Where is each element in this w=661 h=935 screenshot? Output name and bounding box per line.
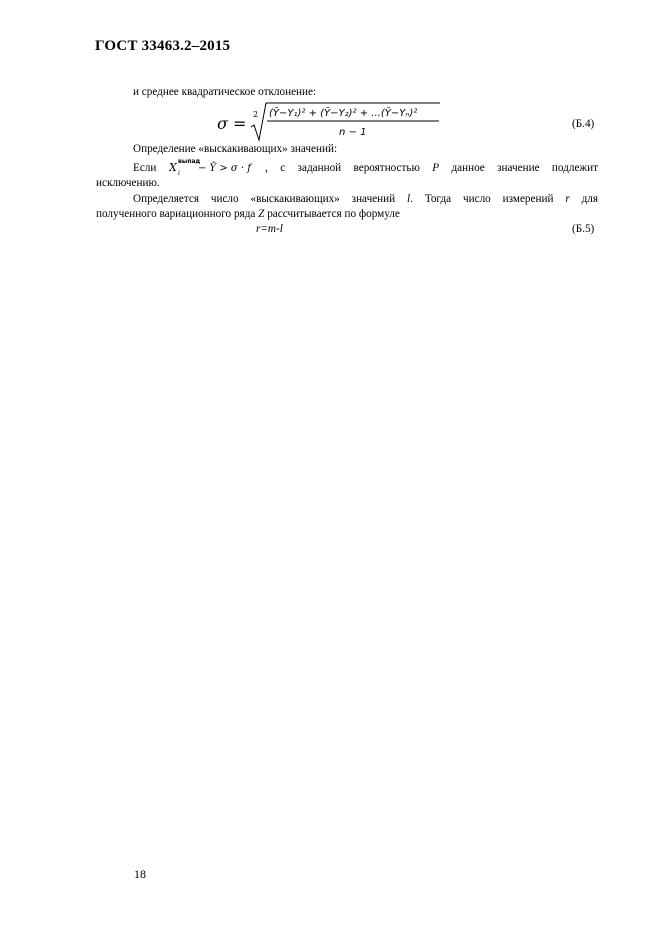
math-superscript: выпад <box>177 158 200 165</box>
eq-number-b5: (Б.5) <box>572 223 595 235</box>
formula-b4-svg <box>215 100 455 144</box>
formula-b4 <box>215 100 455 144</box>
condition-line-2: исключению. <box>96 177 160 189</box>
formula-b5 <box>256 223 283 236</box>
formula-lhs: σ = <box>217 114 247 133</box>
formula-numerator: (Ȳ−Y₁)² + (Ȳ−Y₂)² + ...(Ȳ−Yₙ)² <box>269 108 418 119</box>
condition-math <box>169 157 253 177</box>
count-r: r <box>565 193 570 205</box>
condition-line <box>133 157 598 177</box>
condition-suffix: , с заданной вероятностью <box>265 162 420 174</box>
math-subscript: i <box>177 170 180 177</box>
math-variable: X <box>168 161 177 174</box>
outliers-heading: Определение «выскакивающих» значений: <box>133 143 338 155</box>
count-text-c: для <box>581 193 599 205</box>
count-text-b: . Тогда число измерений <box>410 193 554 205</box>
condition-suffix2: данное значение подлежит <box>451 162 599 174</box>
count-line-1 <box>133 193 598 206</box>
count-text-d: полученного вариационного ряда <box>96 208 256 220</box>
formula-denominator: n − 1 <box>339 127 367 138</box>
condition-p: P <box>432 162 440 174</box>
page-number: 18 <box>134 867 146 881</box>
root-index: 2 <box>253 110 259 119</box>
eq-number-b4: (Б.4) <box>572 118 595 130</box>
document-header: ГОСТ 33463.2–2015 <box>95 38 231 54</box>
count-text-e: рассчитывается по формуле <box>267 208 400 220</box>
condition-prefix: Если <box>133 162 157 174</box>
formula-b5-text: r=m-l <box>256 223 283 235</box>
intro-line: и среднее квадратическое отклонение: <box>133 86 317 98</box>
count-line-2 <box>96 208 400 221</box>
count-z: Z <box>258 208 265 220</box>
math-rest: − Ȳ > σ · f <box>197 163 251 174</box>
count-l: l <box>407 193 411 205</box>
count-text-a: Определяется число «выскакивающих» значений <box>133 193 396 205</box>
